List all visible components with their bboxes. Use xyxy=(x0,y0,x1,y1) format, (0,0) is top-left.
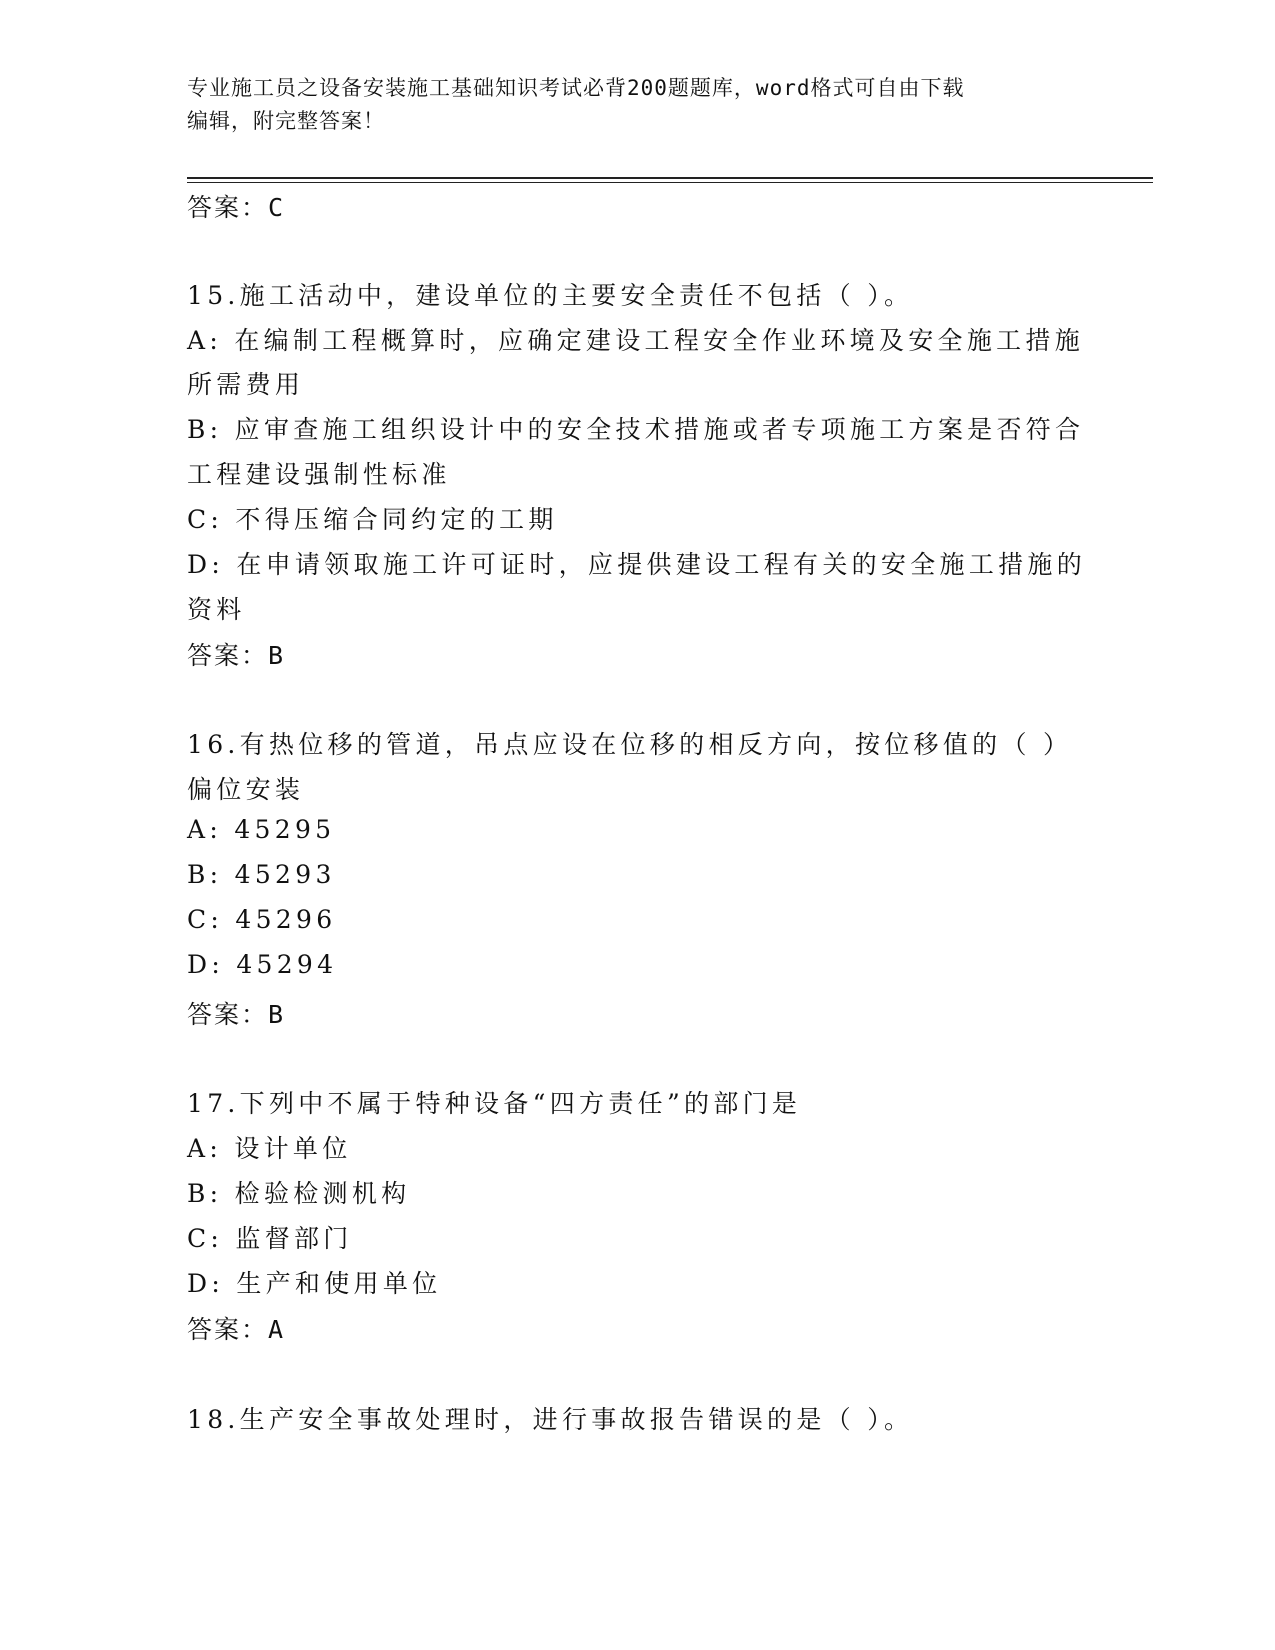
answer-label: 答案： xyxy=(187,193,269,222)
header-line-2: 编辑，附完整答案！ xyxy=(187,109,385,133)
answer-value: B xyxy=(268,641,286,670)
header-rule-thick xyxy=(187,177,1153,179)
question-16-option-c: C: 45296 xyxy=(187,905,337,934)
question-16-option-d: D: 45294 xyxy=(187,950,338,979)
answer-value: A xyxy=(268,1315,286,1344)
question-15-option-b: B: 应审查施工组织设计中的安全技术措施或者专项施工方案是否符合 xyxy=(187,415,1085,444)
header-line-1: 专业施工员之设备安装施工基础知识考试必背200题题库，word格式可自由下载 xyxy=(187,76,965,100)
answer-value: C xyxy=(268,193,286,222)
answer-line-17 xyxy=(187,1310,285,1346)
question-16-stem-cont: 偏位安装 xyxy=(187,775,305,804)
answer-line-14 xyxy=(187,188,285,224)
question-17-option-d: D: 生产和使用单位 xyxy=(187,1269,442,1298)
header-rule-thin xyxy=(187,182,1153,183)
question-15-option-c: C: 不得压缩合同约定的工期 xyxy=(187,505,558,534)
question-17-option-c: C: 监督部门 xyxy=(187,1224,353,1253)
question-16-stem: 16.有热位移的管道，吊点应设在位移的相反方向，按位移值的（ ） xyxy=(187,730,1073,759)
document-header xyxy=(187,72,1067,138)
question-15-stem: 15.施工活动中，建设单位的主要安全责任不包括（ ）。 xyxy=(187,281,914,310)
question-17-option-a: A: 设计单位 xyxy=(187,1134,352,1163)
answer-label: 答案： xyxy=(187,641,269,670)
question-15-option-a: A: 在编制工程概算时，应确定建设工程安全作业环境及安全施工措施 xyxy=(187,326,1085,355)
question-18-stem: 18.生产安全事故处理时，进行事故报告错误的是（ ）。 xyxy=(187,1405,914,1434)
question-17-stem: 17.下列中不属于特种设备“四方责任”的部门是 xyxy=(187,1089,802,1118)
answer-label: 答案： xyxy=(187,1000,269,1029)
question-17-option-b: B: 检验检测机构 xyxy=(187,1179,411,1208)
question-16-option-b: B: 45293 xyxy=(187,860,336,889)
question-15-option-d-cont: 资料 xyxy=(187,595,246,624)
answer-line-15 xyxy=(187,636,285,672)
answer-label: 答案： xyxy=(187,1315,269,1344)
answer-value: B xyxy=(268,1000,286,1029)
question-15-option-d: D: 在申请领取施工许可证时，应提供建设工程有关的安全施工措施的 xyxy=(187,550,1087,579)
answer-line-16 xyxy=(187,995,285,1031)
question-15-option-b-cont: 工程建设强制性标准 xyxy=(187,460,451,489)
question-15-option-a-cont: 所需费用 xyxy=(187,370,305,399)
question-16-option-a: A: 45295 xyxy=(187,815,336,844)
